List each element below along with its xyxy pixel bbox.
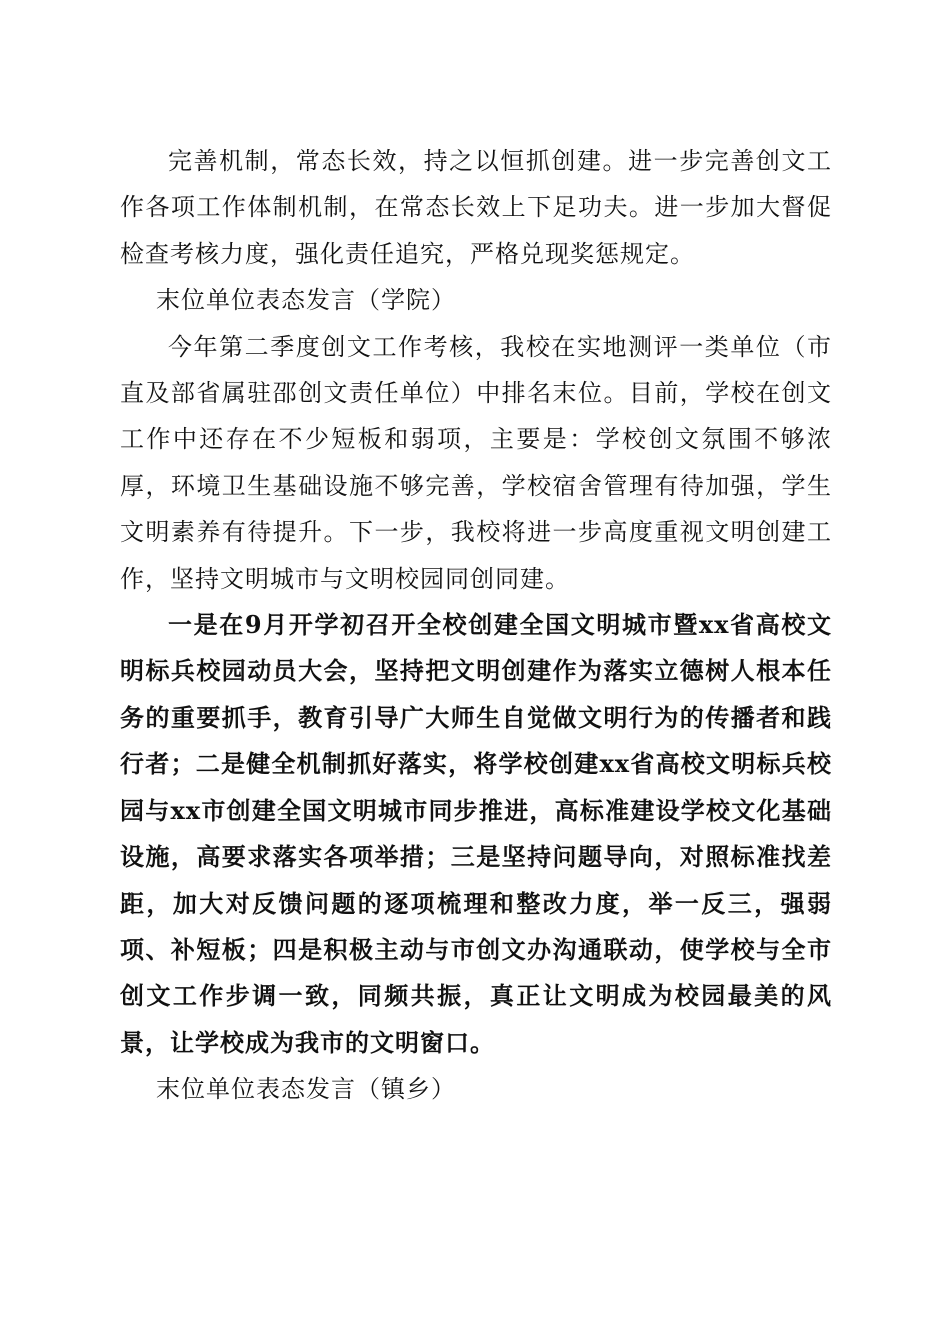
section-heading-township: 末位单位表态发言（镇乡）	[156, 1075, 456, 1104]
paragraph-measures: 一是在9月开学初召开全校创建全国文明城市暨xx省高校文明标兵校园动员大会，坚持把文明创建作为落实立德树人根本任务的重要抓手，教育引导广大师生自觉做文明行为的传播者和践行者；二是健全机制抓好落实，将学校创建xx省高校文明标兵校园与xx市创建全国文明城市同步推进，高标准建设学校文化基础设施，高要求落实各项举措；三是坚持问题导向，对照标准找差距，加大对反馈问题的逐项梳理和整改力度，举一反三，强弱项、补短板；四是积极主动与市创文办沟通联动，使学校与全市创文工作步调一致，同频共振，真正让文明成为校园最美的风景，让学校成为我市的文明窗口。	[120, 610, 832, 1057]
document-body	[120, 138, 832, 1113]
section-heading-college: 末位单位表态发言（学院）	[156, 286, 456, 315]
paragraph-mechanism: 完善机制，常态长效，持之以恒抓创建。进一步完善创文工作各项工作体制机制，在常态长效上下足功夫。进一步加大督促检查考核力度，强化责任追究，严格兑现奖惩规定。	[120, 147, 832, 268]
paragraph-assessment: 今年第二季度创文工作考核，我校在实地测评一类单位（市直及部省属驻邵创文责任单位）中排名末位。目前，学校在创文工作中还存在不少短板和弱项，主要是：学校创文氛围不够浓厚，环境卫生基础设施不够完善，学校宿舍管理有待加强，学生文明素养有待提升。下一步，我校将进一步高度重视文明创建工作，坚持文明城市与文明校园同创同建。	[120, 332, 832, 593]
